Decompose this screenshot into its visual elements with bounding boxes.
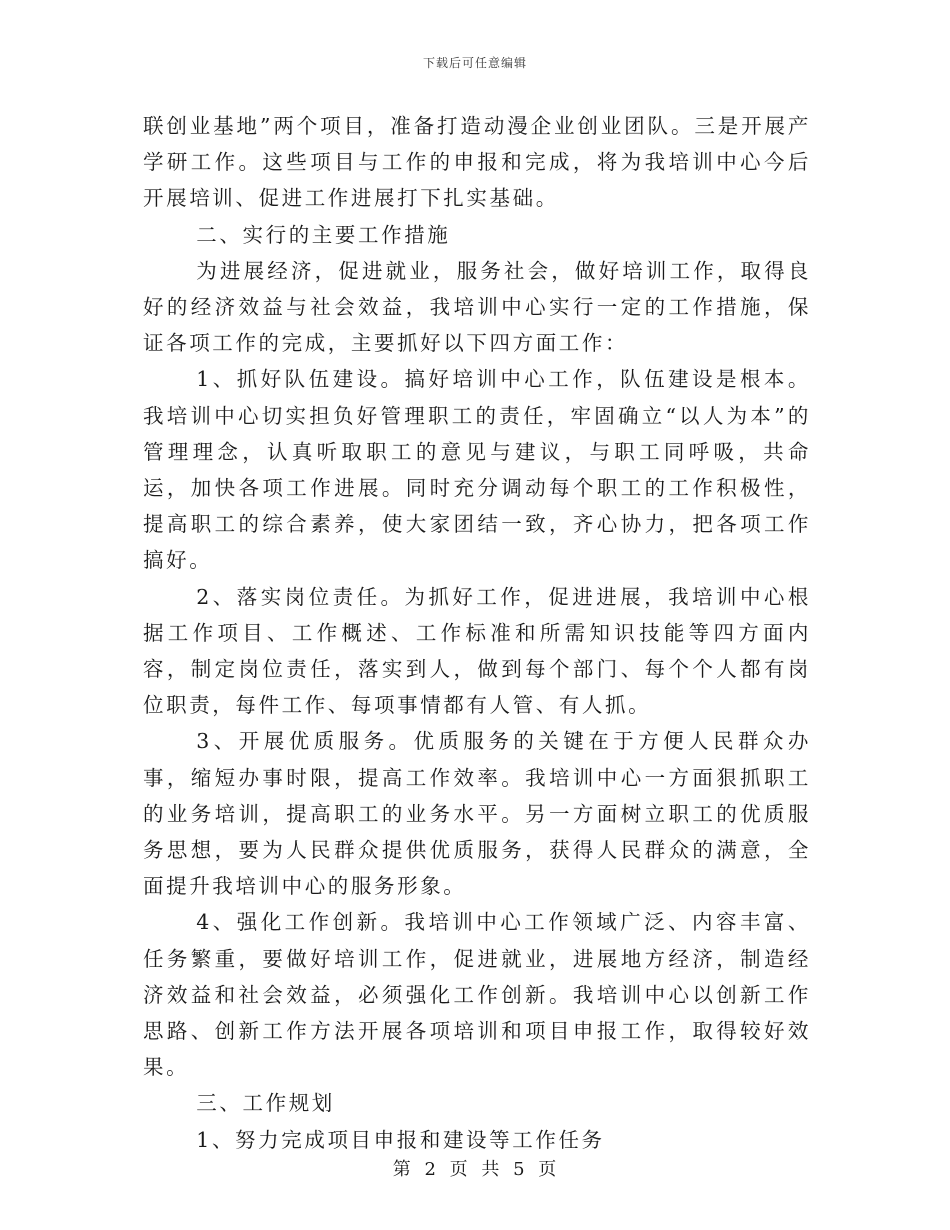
- paragraph-item-4: 4、强化工作创新。我培训中心工作领域广泛、内容丰富、任务繁重，要做好培训工作，促进就业，进展地方经济，制造经济效益和社会效益，必须强化工作创新。我培训中心以创新工作思路、创新工作方法开展各项培训和项目申报工作，取得较好效果。: [143, 910, 811, 1080]
- section-heading-2: 二、实行的主要工作措施: [196, 222, 451, 247]
- section-heading-3: 三、工作规划: [196, 1091, 335, 1116]
- paragraph-item-1: 1、抓好队伍建设。搞好培训中心工作，队伍建设是根本。我培训中心切实担负好管理职工的责任，牢固确立“以人为本”的管理理念，认真听取职工的意见与建议，与职工同呼吸，共命运，加快各项工作进展。同时充分调动每个职工的工作积极性，提高职工的综合素养，使大家团结一致，齐心协力，把各项工作搞好。: [143, 367, 811, 573]
- paragraph-plan-1: 1、努力完成项目申报和建设等工作任务: [196, 1127, 605, 1152]
- paragraph-continuation: 联创业基地”两个项目，准备打造动漫企业创业团队。三是开展产学研工作。这些项目与工作的申报和完成，将为我培训中心今后开展培训、促进工作进展打下扎实基础。: [143, 114, 811, 211]
- paragraph-item-2: 2、落实岗位责任。为抓好工作，促进进展，我培训中心根据工作项目、工作概述、工作标准和所需知识技能等四方面内容，制定岗位责任，落实到人，做到每个部门、每个个人都有岗位职责，每件工作、每项事情都有人管、有人抓。: [143, 584, 811, 718]
- paragraph-item-3: 3、开展优质服务。优质服务的关键在于方便人民群众办事，缩短办事时限，提高工作效率。我培训中心一方面狠抓职工的业务培训，提高职工的业务水平。另一方面树立职工的优质服务思想，要为人民群众提供优质服务，获得人民群众的满意，全面提升我培训中心的服务形象。: [143, 729, 811, 899]
- header-note: 下载后可任意编辑: [422, 56, 527, 70]
- page-number: 第 2 页 共 5 页: [392, 1159, 558, 1180]
- paragraph-measures-intro: 为进展经济，促进就业，服务社会，做好培训工作，取得良好的经济效益与社会效益，我培训中心实行一定的工作措施，保证各项工作的完成，主要抓好以下四方面工作：: [143, 258, 811, 356]
- document-body: [143, 108, 811, 1158]
